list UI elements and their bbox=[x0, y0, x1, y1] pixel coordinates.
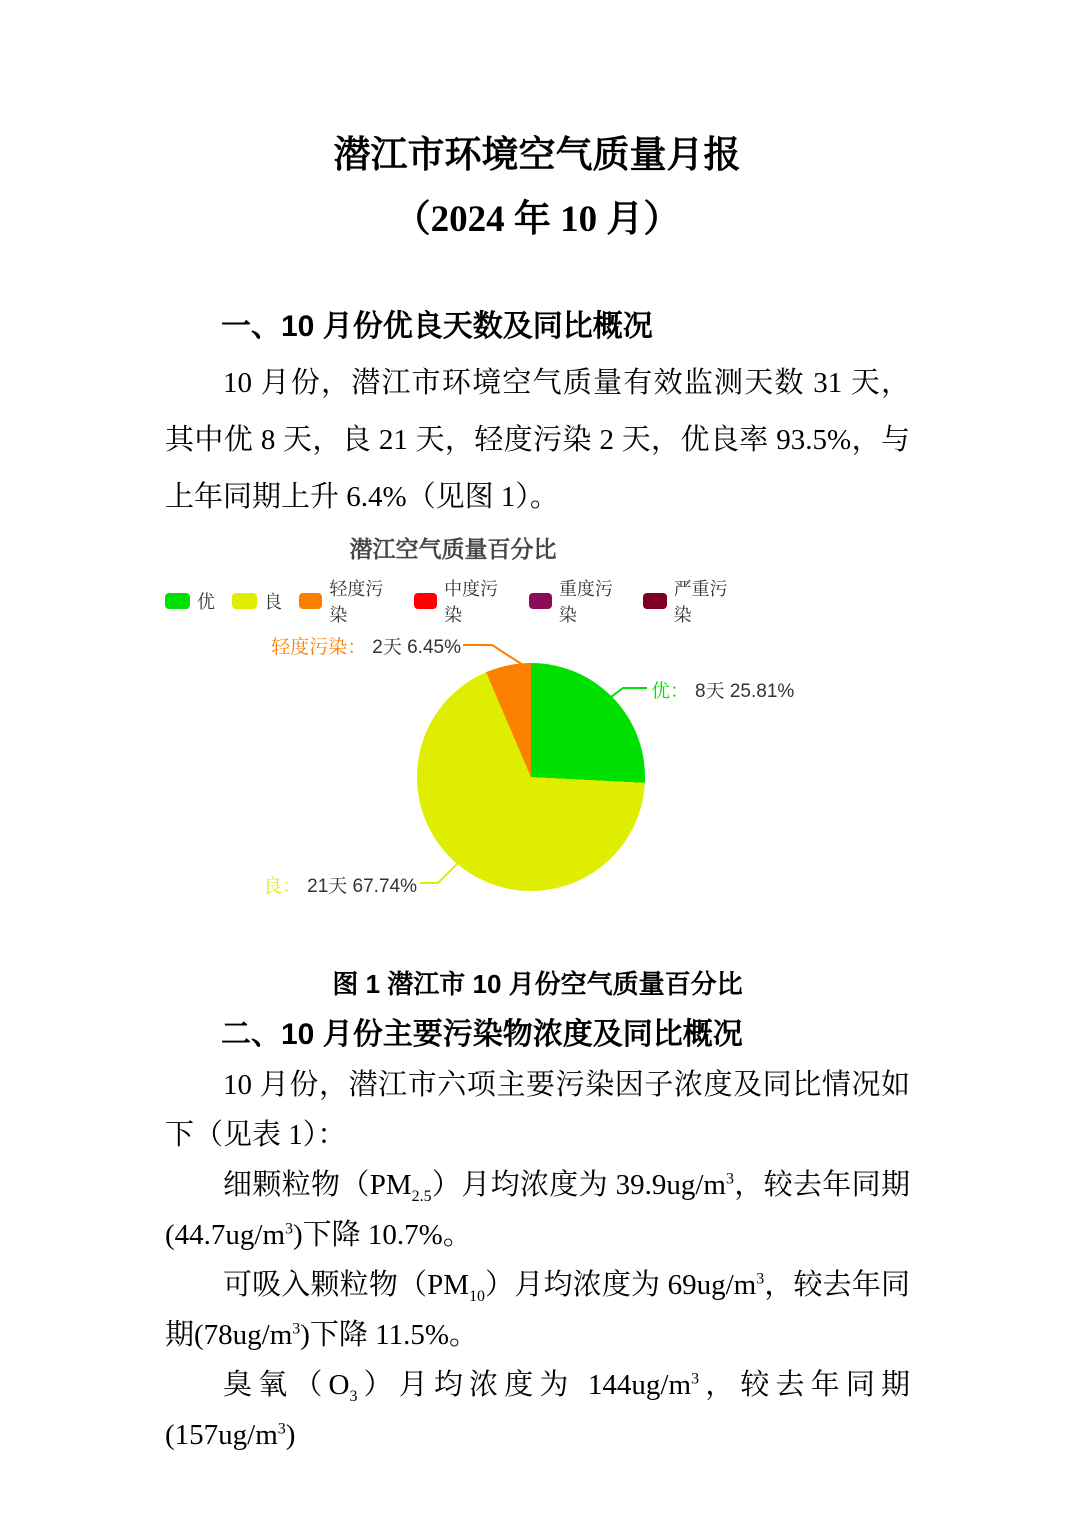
pie-label-value: 8天 25.81% bbox=[695, 681, 795, 702]
legend-item-优 bbox=[165, 588, 215, 614]
pie-label-good bbox=[263, 871, 417, 898]
pie-label-value: 2天 6.45% bbox=[372, 637, 461, 658]
legend-item-重度污染 bbox=[529, 575, 627, 627]
text-run: )下降 10.7%。 bbox=[293, 1219, 472, 1251]
leader-line-good bbox=[420, 862, 459, 883]
legend-item-轻度污染 bbox=[299, 575, 397, 627]
pie-label-value: 21天 67.74% bbox=[307, 876, 417, 897]
paragraph-pm25 bbox=[165, 1160, 910, 1260]
text-run: 3 bbox=[691, 1370, 700, 1388]
pie-label-name: 良： bbox=[263, 876, 302, 897]
text-run: 3 bbox=[277, 1420, 286, 1438]
section1-heading: 一、10 月份优良天数及同比概况 bbox=[221, 310, 653, 343]
legend-label: 优 bbox=[197, 592, 215, 612]
text-run: ，较去年同期 bbox=[733, 1169, 910, 1201]
legend-swatch bbox=[414, 593, 437, 609]
text-run: ）月均浓度为 144ug/m bbox=[357, 1369, 692, 1401]
leader-line-light-pollution bbox=[463, 645, 523, 665]
legend-swatch bbox=[529, 593, 552, 609]
legend-swatch bbox=[232, 593, 257, 609]
text-run: 3 bbox=[725, 1170, 734, 1188]
chart-legend bbox=[165, 575, 741, 627]
text-run: 3 bbox=[285, 1220, 293, 1238]
text-run: 3 bbox=[349, 1387, 358, 1405]
paragraph-o3 bbox=[165, 1360, 910, 1460]
legend-swatch bbox=[165, 593, 190, 609]
text-run: (44.7ug/m bbox=[165, 1219, 286, 1251]
document-body bbox=[165, 298, 910, 1460]
text-run: 3 bbox=[292, 1320, 301, 1338]
section2-heading: 二、10 月份主要污染物浓度及同比概况 bbox=[221, 1018, 743, 1051]
text-run: )下降 11.5%。 bbox=[300, 1319, 479, 1351]
paragraph-pm10 bbox=[165, 1260, 910, 1360]
section1-paragraph: 10 月份，潜江市环境空气质量有效监测天数 31 天，其中优 8 天，良 21 天，轻度污染 2 天，优良率 93.5%，与上年同期上升 6.4%（见图 1）。 bbox=[165, 367, 910, 513]
pie-label-light-pollution bbox=[271, 632, 461, 659]
section2-intro: 10 月份，潜江市六项主要污染因子浓度及同比情况如下（见表 1）： bbox=[165, 1069, 910, 1151]
legend-item-中度污染 bbox=[414, 575, 512, 627]
text-run: ）月均浓度为 69ug/m bbox=[485, 1269, 757, 1301]
legend-label: 轻度污染 bbox=[329, 579, 384, 625]
pie-graphic bbox=[417, 663, 645, 891]
text-run: (78ug/m bbox=[194, 1319, 293, 1351]
aqi-pie-chart bbox=[165, 526, 910, 956]
text-run: 可吸入颗粒物（PM bbox=[223, 1269, 470, 1301]
legend-label: 严重污染 bbox=[673, 579, 728, 625]
text-run: 臭氧（O bbox=[223, 1369, 350, 1401]
legend-swatch bbox=[643, 593, 666, 609]
figure-caption: 图 1 潜江市 10 月份空气质量百分比 bbox=[332, 969, 743, 999]
text-run: 2.5 bbox=[411, 1187, 432, 1205]
legend-item-严重污染 bbox=[643, 575, 741, 627]
legend-label: 重度污染 bbox=[558, 579, 613, 625]
legend-item-良 bbox=[232, 588, 282, 614]
text-run: 细颗粒物（PM bbox=[223, 1169, 412, 1201]
chart-title: 潜江空气质量百分比 bbox=[349, 536, 557, 562]
report-title-line2: （2024 年 10 月） bbox=[393, 199, 681, 240]
legend-swatch bbox=[299, 593, 322, 609]
text-run: 10 bbox=[469, 1287, 486, 1305]
text-run: ，较去年同期 bbox=[165, 1269, 910, 1351]
text-run: ）月均浓度为 39.9ug/m bbox=[431, 1169, 726, 1201]
legend-label: 中度污染 bbox=[444, 579, 499, 625]
text-run: ) bbox=[285, 1419, 296, 1451]
pie-label-excellent bbox=[651, 676, 794, 703]
text-run: ，较去年同期(157ug/m bbox=[165, 1369, 910, 1451]
text-run: 3 bbox=[756, 1270, 765, 1288]
legend-label: 良 bbox=[264, 592, 282, 612]
pie-label-name: 轻度污染： bbox=[271, 637, 367, 658]
report-title-line1: 潜江市环境空气质量月报 bbox=[333, 135, 741, 176]
report-title bbox=[0, 0, 1074, 252]
pie-label-name: 优： bbox=[651, 681, 690, 702]
